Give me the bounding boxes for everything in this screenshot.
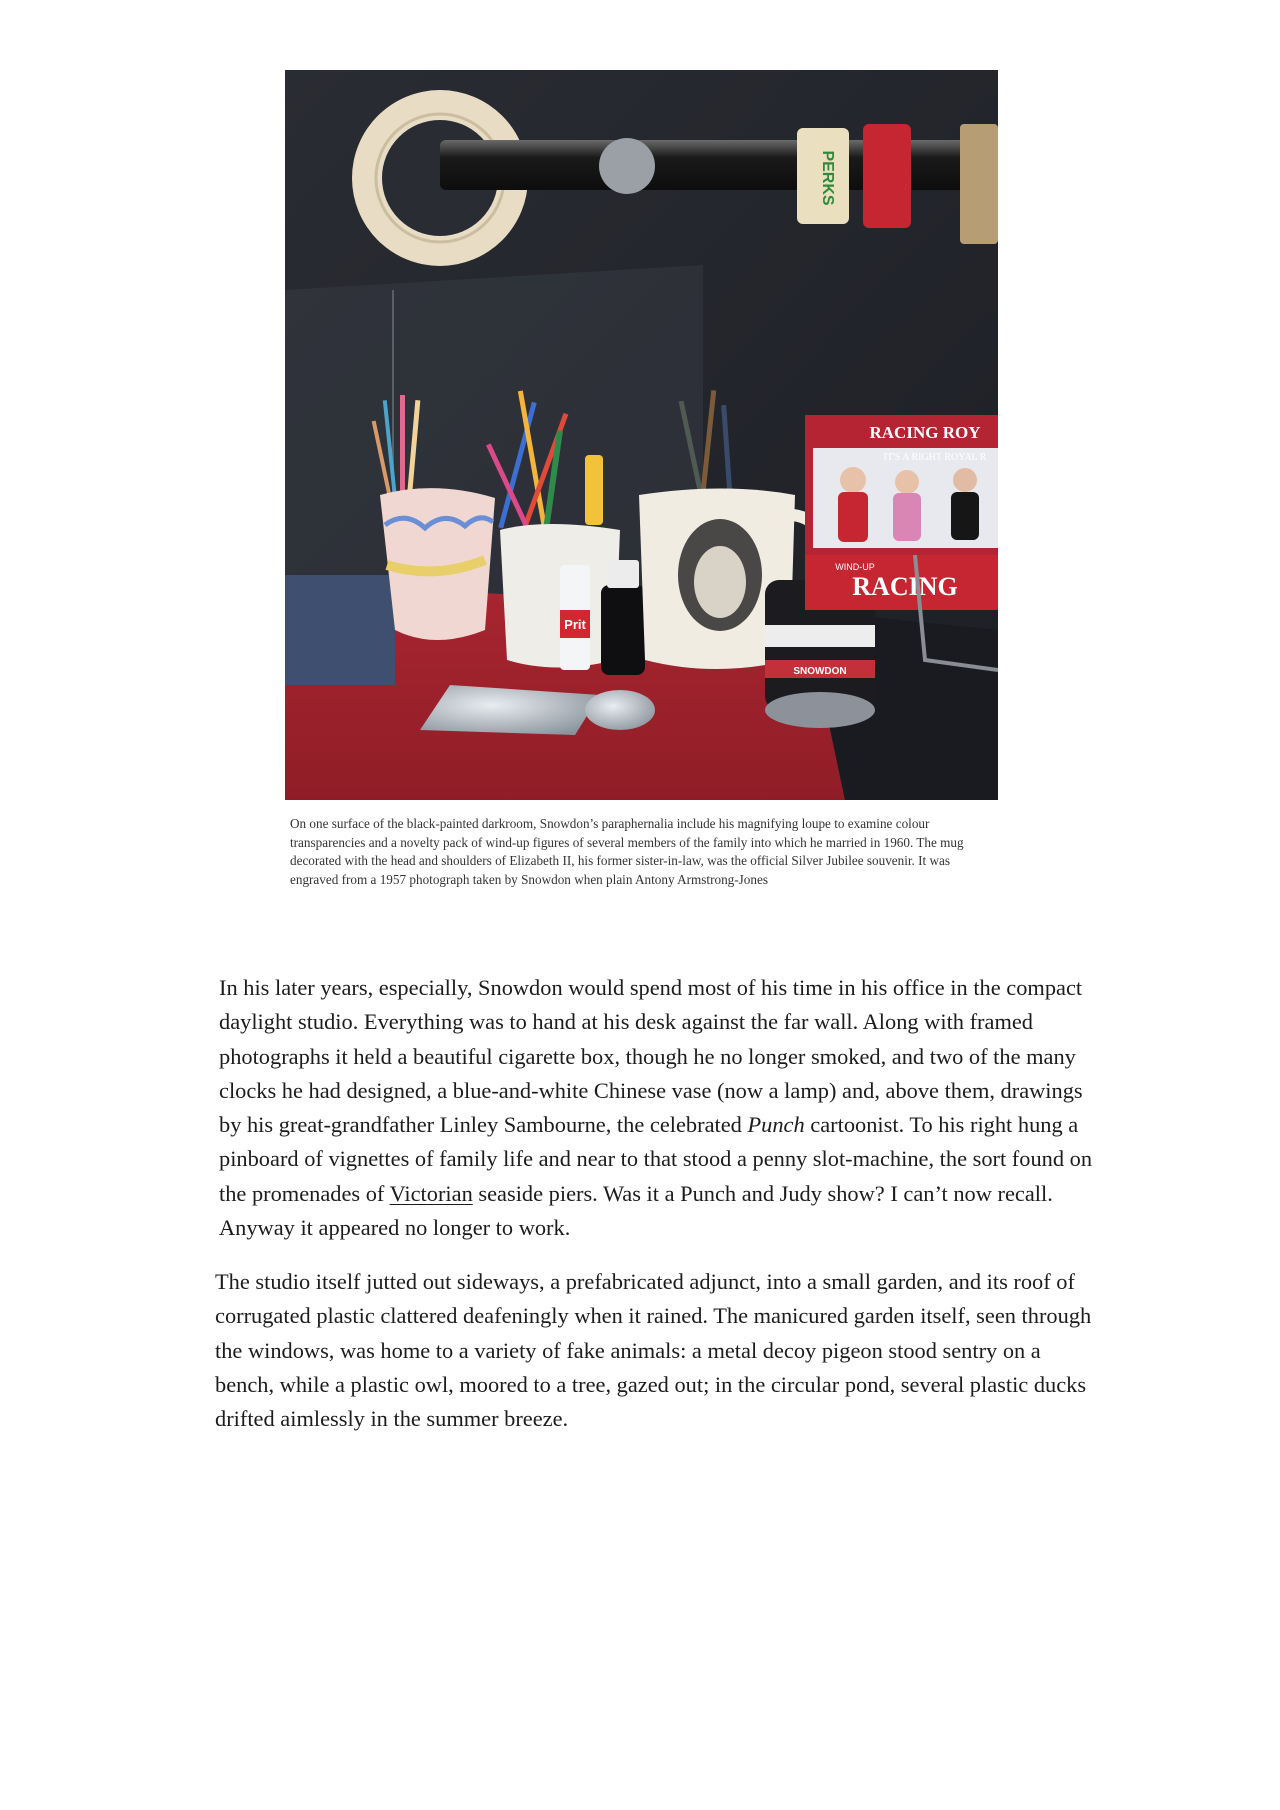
glue-label: Prit <box>564 617 586 632</box>
paragraph-text: cartoonist. To his right hung a pinboard of vignettes of family life and near to that stood a penny slot-machine, the sort found on the promenades of <box>219 1112 1093 1206</box>
toy-box-racing: RACING <box>852 572 958 601</box>
punch-italic: Punch <box>747 1112 805 1138</box>
blue-box <box>285 575 395 685</box>
darkroom-desk-photograph <box>285 70 998 800</box>
toy-box-subtitle: IT'S A RIGHT ROYAL R <box>883 452 987 463</box>
royal-toy-box <box>805 415 998 610</box>
article-paragraph-2: The studio itself jutted out sideways, a prefabricated adjunct, into a small garden, and its roof of corrugated plastic clattered deafeningly when it rained. The manicured garden itself, seen through the windows, was home to a variety of fake animals: a metal decoy pigeon stood sentry on a bench, while a plastic owl, moored to a tree, gazed out; in the circular pond, several plastic ducks drifted aimlessly in the summer breeze. <box>215 1269 1092 1432</box>
photo-caption: On one surface of the black-painted darkroom, Snowdon’s paraphernalia include his magnifying loupe to examine colour transparencies and a novelty pack of wind-up figures of several members of the family into which he married in 1960. The mug decorated with the head and shoulders of Elizabeth II, his former sister-in-law, was the official Silver Jubilee souvenir. It was engraved from a 1957 photograph taken by Snowdon when plain Antony Armstrong-Jones <box>290 816 964 888</box>
tape-label: PERKS <box>819 150 836 206</box>
round-mirror <box>585 690 655 730</box>
loupe-label: SNOWDON <box>793 666 847 677</box>
tape-rod <box>440 140 998 190</box>
paragraph-text: seaside piers. Was it a Punch and Judy show? I can’t now recall. Anyway it appeared no longer to work. <box>219 1180 1053 1241</box>
victorian-link[interactable]: Victorian <box>389 1180 473 1206</box>
toy-box-windup: WIND-UP <box>835 562 875 572</box>
article-paragraph-1 <box>219 971 1099 1245</box>
toy-box-title: RACING ROY <box>869 423 981 442</box>
ink-bottle <box>601 585 645 675</box>
article-photograph <box>285 70 998 800</box>
paragraph-text: In his later years, especially, Snowdon would spend most of his time in his office in the compact daylight studio. Everything was to hand at his desk against the far wall. Along with framed photographs it held a beautiful cigarette box, though he no longer smoked, and two of the many clocks he had designed, a blue-and-white Chinese vase (now a lamp) and, above them, drawings by his great-grandfather Linley Sambourne, the celebrated <box>219 975 1083 1138</box>
